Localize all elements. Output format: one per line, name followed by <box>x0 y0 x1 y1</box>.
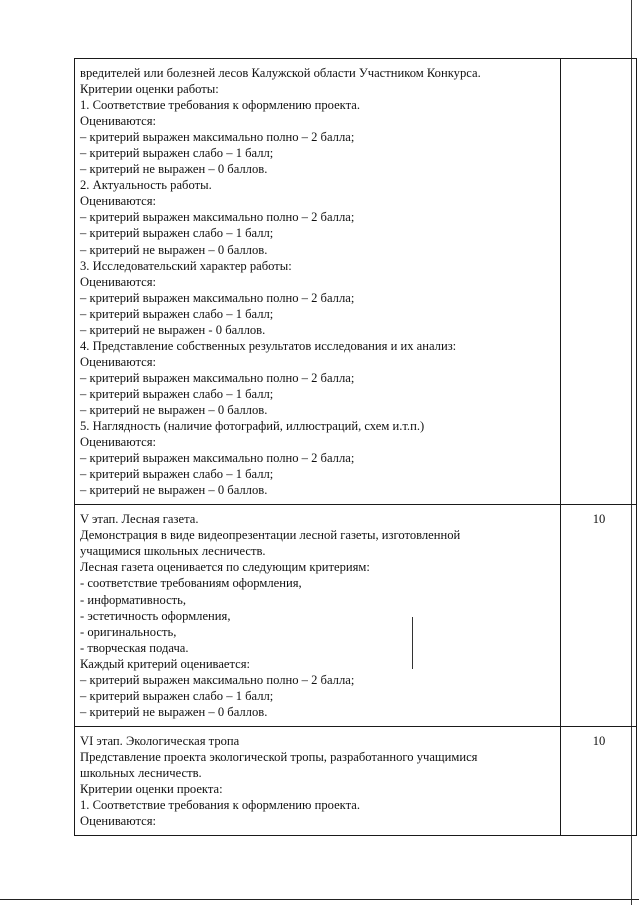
text-line: Лесная газета оценивается по следующим критериям: <box>80 560 370 575</box>
text-line: Критерии оценки проекта: <box>80 782 223 797</box>
text-line: – критерий не выражен – 0 баллов. <box>80 704 268 719</box>
text-line: Оцениваются: <box>80 435 157 450</box>
text-line: Демонстрация в виде видеопрезентации лесной газеты, изготовленной <box>80 528 461 543</box>
score-cell <box>561 726 637 835</box>
text-line: – критерий выражен максимально полно – 2 балла; <box>80 290 355 305</box>
text-line: Оцениваются: <box>80 114 157 129</box>
text-line: – критерий выражен максимально полно – 2 балла; <box>80 672 355 687</box>
text-line: – критерий выражен слабо – 1 балл; <box>80 467 274 482</box>
text-line: 1. Соответствие требования к оформлению проекта. <box>80 798 361 813</box>
scan-artifact-mark <box>412 617 413 669</box>
table-row <box>75 59 637 505</box>
table-row <box>75 505 637 727</box>
criteria-text-cell <box>75 505 561 727</box>
text-line: – критерий выражен слабо – 1 балл; <box>80 146 274 161</box>
text-line: - информативность, <box>80 592 187 607</box>
text-line: 4. Представление собственных результатов исследования и их анализ: <box>80 338 457 353</box>
text-line: – критерий выражен максимально полно – 2 балла; <box>80 130 355 145</box>
text-line: - творческая подача. <box>80 640 189 655</box>
text-line: 1. Соответствие требования к оформлению проекта. <box>80 98 361 113</box>
text-line: 5. Наглядность (наличие фотографий, иллюстраций, схем и.т.п.) <box>80 419 425 434</box>
text-line: школьных лесничеств. <box>80 765 202 780</box>
text-line: - эстетичность оформления, <box>80 608 231 623</box>
text-line: – критерий не выражен - 0 баллов. <box>80 322 266 337</box>
score-value: 10 <box>592 733 606 748</box>
score-cell <box>561 505 637 727</box>
table-body <box>75 59 637 836</box>
text-line: – критерий не выражен – 0 баллов. <box>80 162 268 177</box>
score-cell <box>561 59 637 505</box>
text-line: – критерий выражен слабо – 1 балл; <box>80 386 274 401</box>
criteria-text-cell <box>75 726 561 835</box>
text-line: VI этап. Экологическая тропа <box>80 733 240 748</box>
text-line: Каждый критерий оценивается: <box>80 656 251 671</box>
text-line: - оригинальность, <box>80 624 177 639</box>
text-line: 3. Исследовательский характер работы: <box>80 258 292 273</box>
text-line: Оцениваются: <box>80 194 157 209</box>
text-line: учащимися школьных лесничеств. <box>80 544 266 559</box>
text-line: – критерий не выражен – 0 баллов. <box>80 402 268 417</box>
text-line: Представление проекта экологической тропы, разработанного учащимися <box>80 749 478 764</box>
text-line: – критерий выражен слабо – 1 балл; <box>80 688 274 703</box>
text-line: – критерий выражен слабо – 1 балл; <box>80 226 274 241</box>
text-line: V этап. Лесная газета. <box>80 512 199 527</box>
page-bottom-line <box>0 899 639 900</box>
text-line: Оцениваются: <box>80 274 157 289</box>
text-line: 2. Актуальность работы. <box>80 178 212 193</box>
text-line: Оцениваются: <box>80 814 157 829</box>
score-value: 10 <box>592 512 606 527</box>
text-line: вредителей или болезней лесов Калужской области Участником Конкурса. <box>80 66 481 80</box>
text-line: – критерий не выражен – 0 баллов. <box>80 483 268 498</box>
table-row <box>75 726 637 835</box>
text-line: – критерий выражен максимально полно – 2 балла; <box>80 451 355 466</box>
text-line: Оцениваются: <box>80 354 157 369</box>
text-line: – критерий выражен максимально полно – 2 балла; <box>80 370 355 385</box>
text-line: – критерий выражен максимально полно – 2 балла; <box>80 210 355 225</box>
criteria-table <box>74 58 637 836</box>
text-line: Критерии оценки работы: <box>80 82 219 97</box>
text-line: – критерий выражен слабо – 1 балл; <box>80 306 274 321</box>
criteria-text-cell <box>75 59 561 505</box>
text-line: – критерий не выражен – 0 баллов. <box>80 242 268 257</box>
text-line: - соответствие требованиям оформления, <box>80 576 302 591</box>
